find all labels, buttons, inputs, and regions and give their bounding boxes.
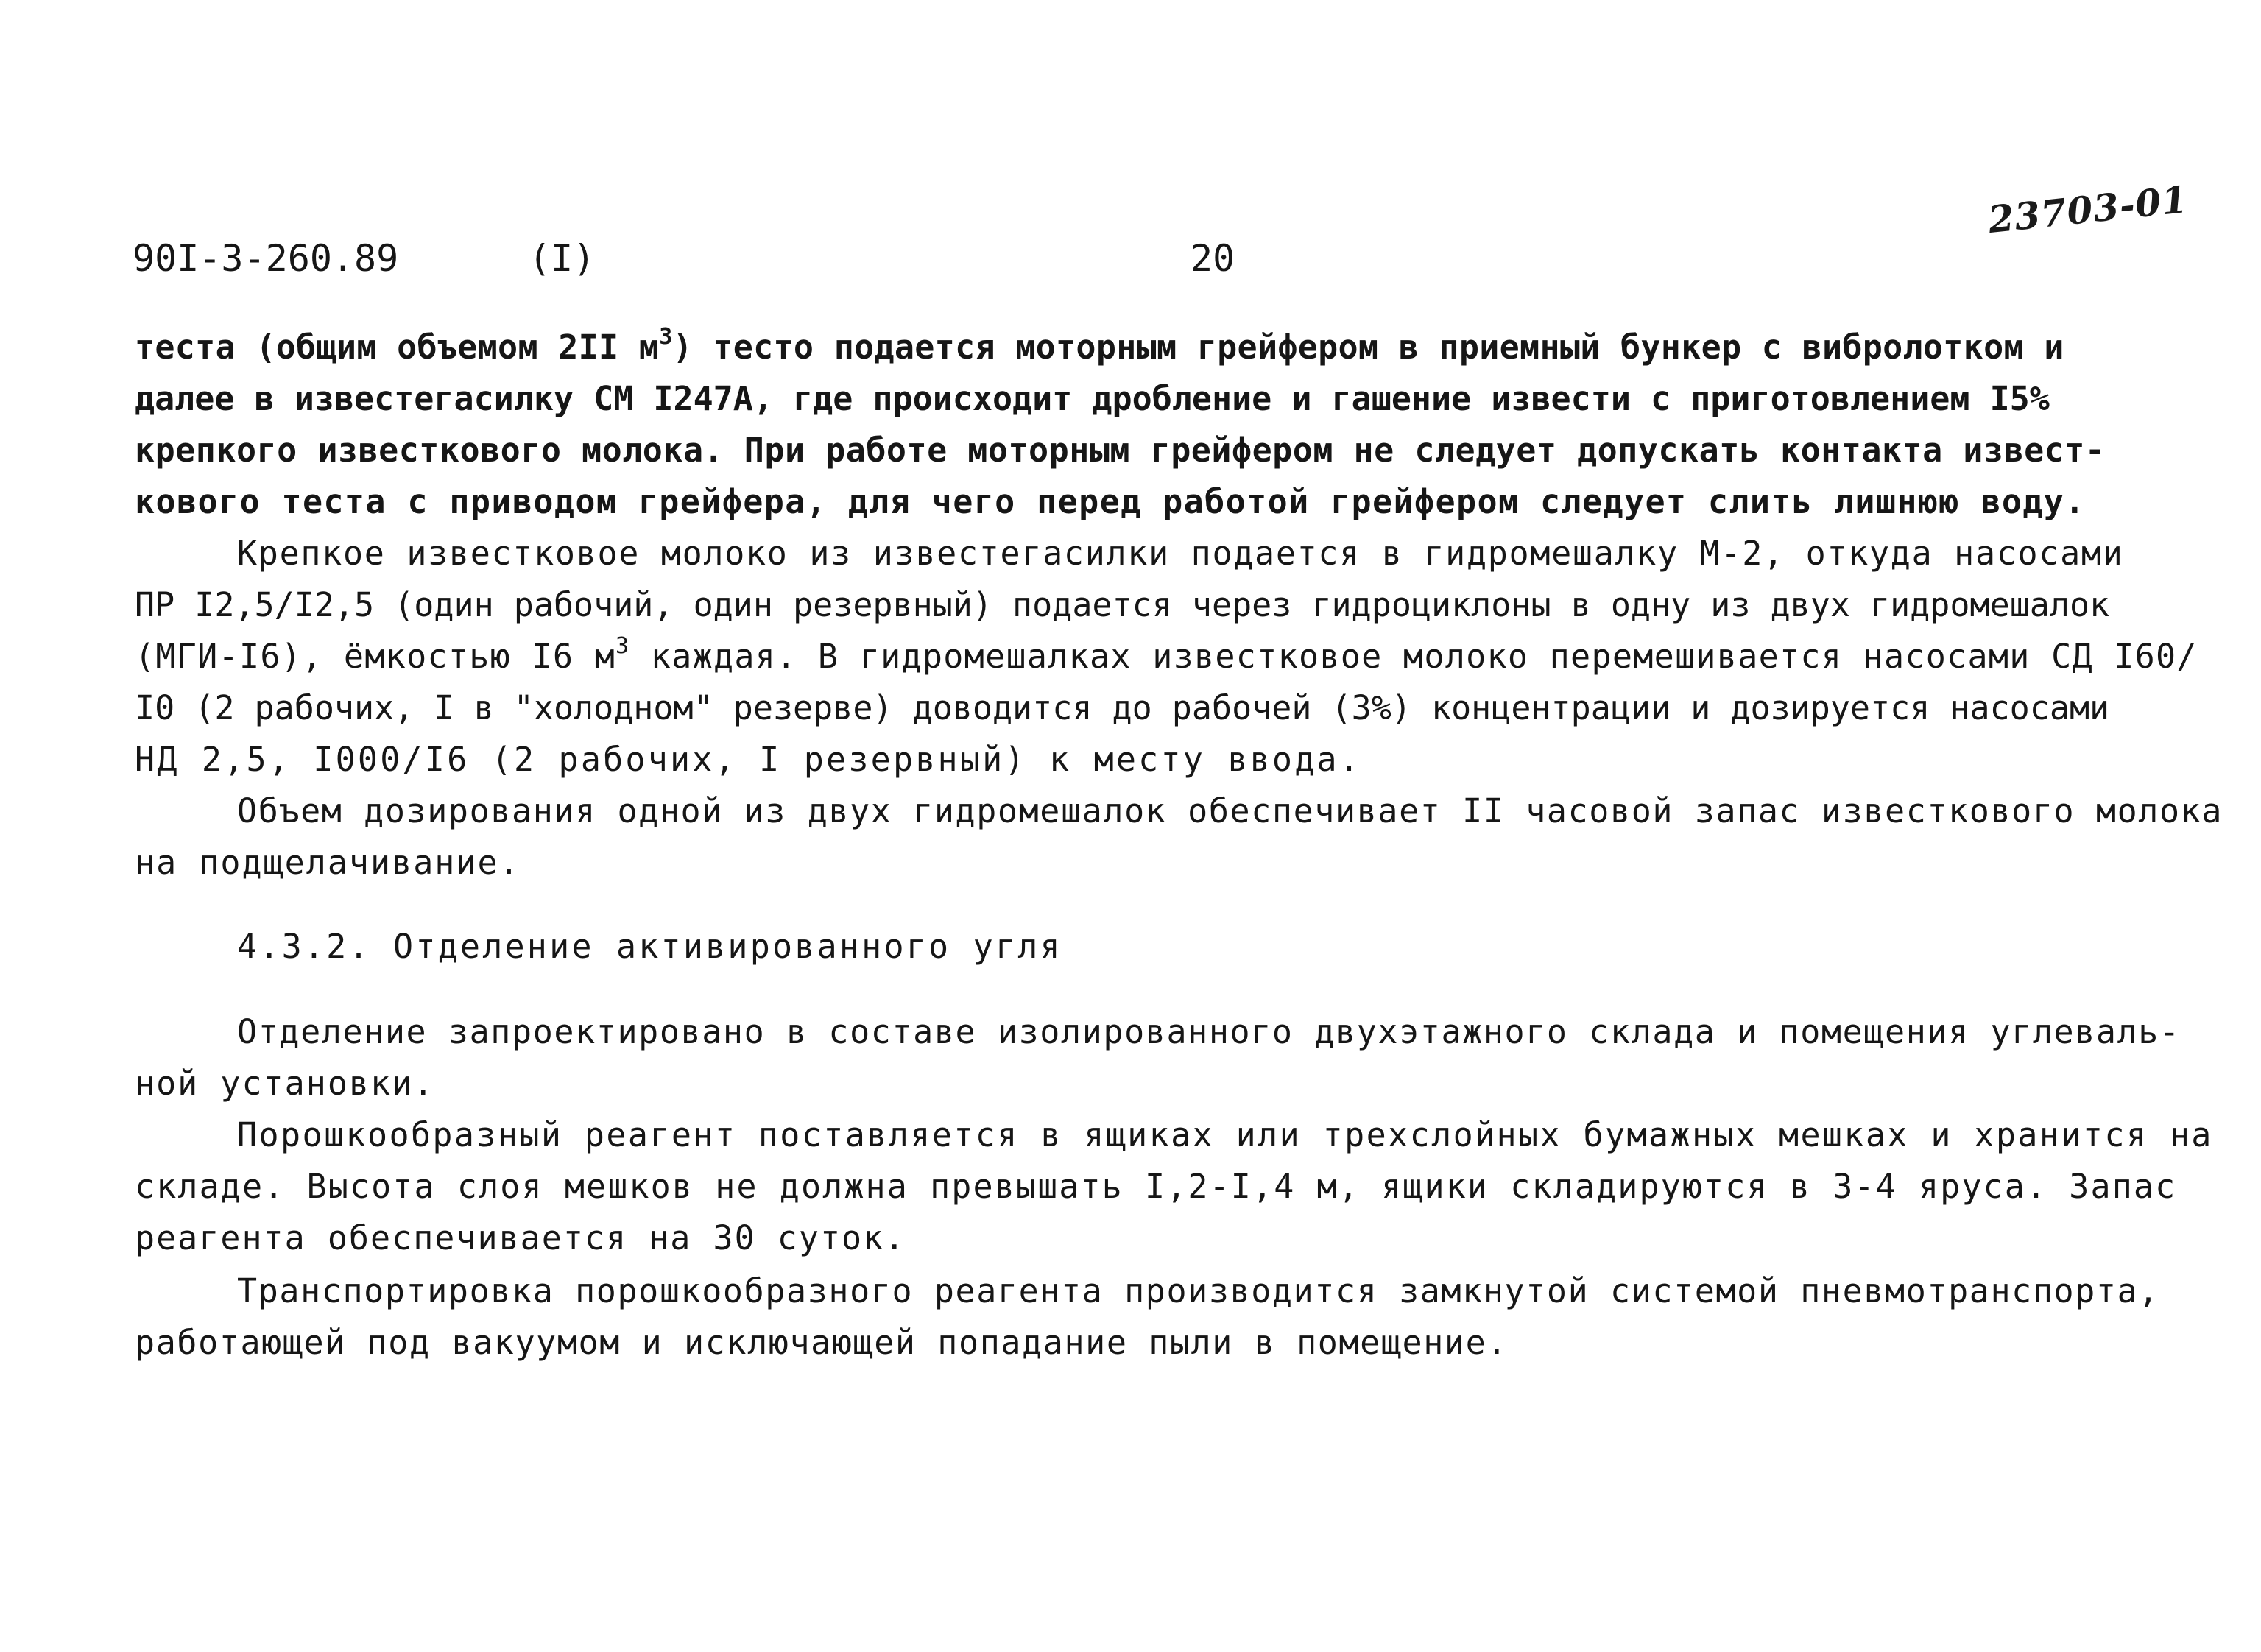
- text-line: реагента обеспечивается на 30 суток.: [135, 1218, 906, 1257]
- handwritten-archive-number: 23703-01: [1986, 177, 2190, 242]
- document-part: (I): [529, 237, 596, 280]
- text-line: работающей под вакуумом и исключающей попадание пыли в помещение.: [135, 1323, 1508, 1362]
- superscript: 3: [615, 633, 630, 659]
- text-fragment: каждая. В гидромешалках известковое молоко перемешивается насосами СД I60/: [629, 637, 2198, 676]
- text-line: кового теста с приводом грейфера, для чего перед работой грейфером следует слить лишнюю воду.: [135, 482, 2086, 521]
- text-line: складе. Высота слоя мешков не должна превышать I,2-I,4 м, ящики складируются в 3-4 яруса. Запас: [135, 1167, 2177, 1206]
- document-code: 90I-3-260.89: [133, 237, 399, 280]
- text-line: далее в известегасилку СМ I247А, где происходит дробление и гашение извести с приготовлением I5%: [135, 379, 2050, 418]
- text-line: ной установки.: [135, 1064, 435, 1103]
- text-line: НД 2,5, I000/I6 (2 рабочих, I резервный) к месту ввода.: [135, 740, 1362, 779]
- text-line: I0 (2 рабочих, I в "холодном" резерве) доводится до рабочей (3%) концентрации и дозируется насосами: [135, 688, 2110, 727]
- page-number: 20: [1191, 237, 1235, 280]
- text-line: на подщелачивание.: [135, 843, 521, 882]
- text-line: Крепкое известковое молоко из известегасилки подается в гидромешалку М-2, откуда насосами: [237, 534, 2124, 573]
- text-line: крепкого известкового молока. При работе моторным грейфером не следует допускать контакта извест-: [135, 431, 2106, 470]
- text-fragment: (МГИ-I6), ёмкостью I6 м: [135, 637, 616, 676]
- text-line: Порошкообразный реагент поставляется в ящиках или трехслойных бумажных мешках и хранится на: [237, 1115, 2213, 1154]
- text-line: [135, 325, 2064, 370]
- text-line: [135, 635, 2198, 679]
- text-line: Транспортировка порошкообразного реагента производится замкнутой системой пневмотранспорта,: [237, 1271, 2159, 1310]
- text-line: Объем дозирования одной из двух гидромешалок обеспечивает II часовой запас известкового молока: [237, 791, 2223, 830]
- text-fragment: теста (общим объемом 2II м: [135, 328, 660, 367]
- section-heading: 4.3.2. Отделение активированного угля: [237, 927, 1062, 966]
- superscript: 3: [659, 324, 673, 350]
- text-line: Отделение запроектировано в составе изолированного двухэтажного склада и помещения углеваль-: [237, 1012, 2181, 1051]
- text-fragment: ) тесто подается моторным грейфером в приемный бункер с вибролотком и: [672, 328, 2064, 367]
- text-line: ПР I2,5/I2,5 (один рабочий, один резервный) подается через гидроциклоны в одну из двух гидромешалок: [135, 585, 2110, 624]
